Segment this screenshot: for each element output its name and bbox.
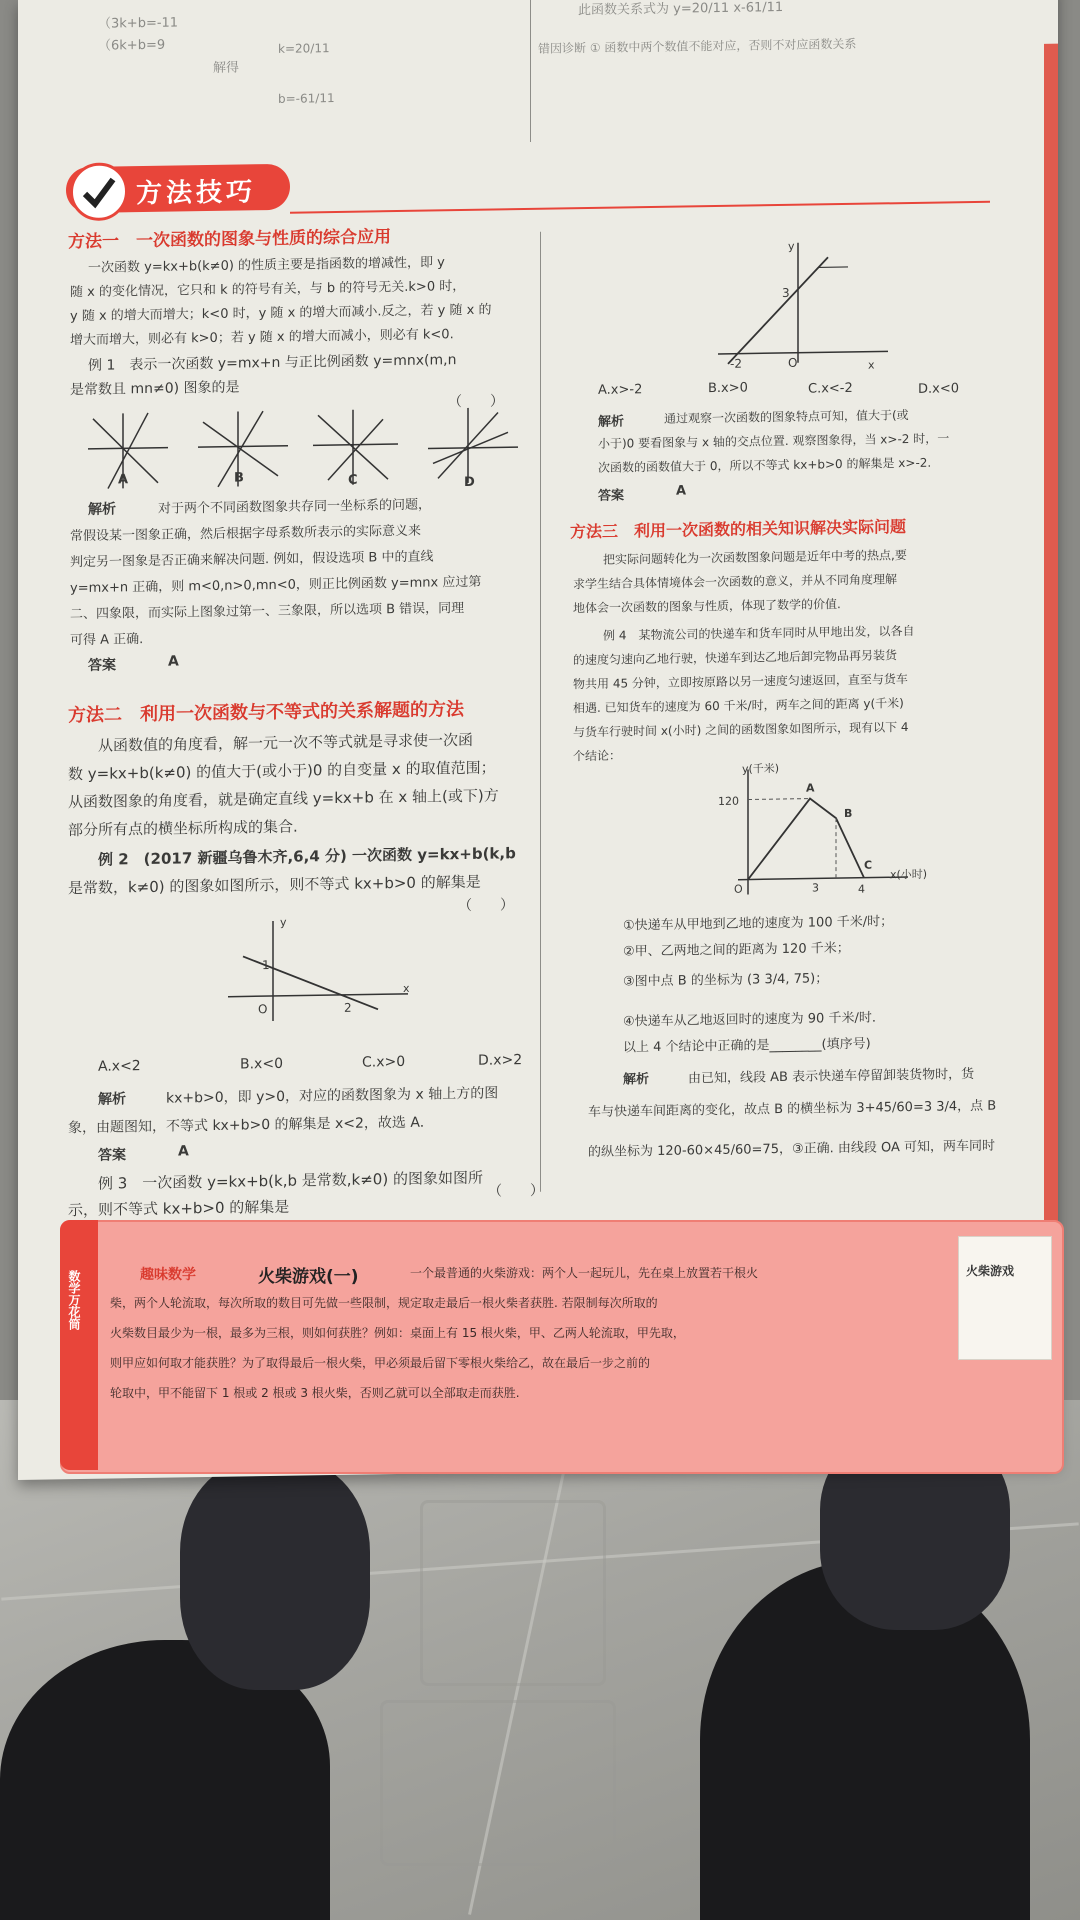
example4-line: 的速度匀速向乙地行驶，快递车到达乙地后卸完物品再另装货 bbox=[573, 648, 898, 668]
check-icon bbox=[70, 162, 128, 221]
example4-line: 例 4 某物流公司的快递车和货车同时从甲地出发，以各自 bbox=[603, 623, 915, 643]
example2-tick: O bbox=[258, 1002, 268, 1017]
example4-statement: ③图中点 B 的坐标为 (3 3/4, 75)； bbox=[623, 971, 829, 990]
method2-body-line: 数 y=kx+b(k≠0) 的值大于(或小于)0 的自变量 x 的取值范围； bbox=[68, 758, 496, 784]
fun-math-title: 火柴游戏(一) bbox=[258, 1267, 359, 1287]
floor-tile-pattern bbox=[420, 1500, 606, 1686]
method1-body-line: 随 x 的变化情况，它只和 k 的符号有关，与 b 的符号无关.k>0 时， bbox=[70, 278, 466, 301]
example3-tick: 3 bbox=[782, 285, 790, 300]
example3-answer: A bbox=[676, 483, 687, 499]
banner-label: 方法技巧 bbox=[136, 177, 257, 210]
example4-tick: A bbox=[806, 781, 815, 795]
example4-statement: ①快递车从甲地到乙地的速度为 100 千米/时； bbox=[623, 914, 894, 934]
example4-statement: ②甲、乙两地之间的距离为 120 千米； bbox=[623, 940, 850, 960]
example3-option: D.x<0 bbox=[918, 381, 959, 397]
example2-text: 例 2 (2017 新疆乌鲁木齐,6,4 分) 一次函数 y=kx+b(k,b bbox=[98, 844, 516, 869]
example4-line: 个结论： bbox=[573, 748, 622, 764]
method1-analysis-line: 对于两个不同函数图象共存同一坐标系的问题， bbox=[158, 497, 432, 517]
method1-analysis-line: 判定另一图象是否正确来解决问题. 例如，假设选项 B 中的直线 bbox=[70, 549, 434, 571]
example4-tick: y(千米) bbox=[742, 762, 780, 776]
fun-math-thumb-label: 火柴游戏 bbox=[966, 1264, 1015, 1278]
fun-math-side-label: 数学万花筒 bbox=[67, 1270, 81, 1330]
example4-line: 相遇. 已知货车的速度为 60 千米/时，两车之间的距离 y(千米) bbox=[573, 696, 904, 716]
graph-d bbox=[428, 407, 518, 483]
method1-analysis-line: 常假设某一图象正确，然后根据字母系数所表示的实际意义来 bbox=[70, 523, 422, 545]
method2-analysis-label: 解析 bbox=[98, 1091, 126, 1108]
example3-option: C.x<-2 bbox=[808, 380, 853, 397]
example3-tick: x bbox=[868, 358, 875, 372]
method2-analysis-line: 象，由题图知，不等式 kx+b>0 的解集是 x<2，故选 A. bbox=[68, 1114, 425, 1137]
fun-math-line: 轮取中，甲不能留下 1 根或 2 根或 3 根火柴，否则乙就可以全部取走而获胜. bbox=[110, 1386, 520, 1400]
example4-tick: C bbox=[864, 858, 873, 872]
example3-analysis-label: 解析 bbox=[598, 414, 625, 430]
example3-analysis-line: 通过观察一次函数的图象特点可知，值大于(或 bbox=[664, 408, 909, 426]
banner-rule bbox=[290, 201, 990, 214]
top-fragment-line: k=20/11 bbox=[278, 41, 330, 56]
example2-tick: x bbox=[403, 981, 410, 995]
example2-text: 是常数，k≠0) 的图象如图所示，则不等式 kx+b>0 的解集是 bbox=[68, 872, 481, 898]
method1-title: 方法一 一次函数的图象与性质的综合应用 bbox=[68, 227, 391, 253]
example1-paren: （ ） bbox=[448, 393, 504, 411]
top-divider bbox=[530, 0, 531, 142]
top-fragment-line: （3k+b=-11 bbox=[98, 15, 179, 32]
graph-label-a: A bbox=[118, 472, 129, 488]
example3-text: 示，则不等式 kx+b>0 的解集是 bbox=[68, 1197, 290, 1220]
example3-analysis-line: 小于)0 要看图象与 x 轴的交点位置. 观察图象得，当 x>-2 时，一 bbox=[598, 431, 950, 451]
graph-label-b: B bbox=[234, 470, 244, 486]
example4-tick: 3 bbox=[812, 881, 819, 895]
method2-body-line: 部分所有点的横坐标所构成的集合. bbox=[68, 817, 298, 840]
example3-tick: y bbox=[788, 239, 795, 253]
example3-tick: -2 bbox=[730, 356, 742, 371]
method3-body-line: 地体会一次函数的图象与性质，体现了数学的价值. bbox=[573, 597, 841, 616]
example4-analysis-label: 解析 bbox=[623, 1072, 650, 1088]
example4-tick: 4 bbox=[858, 882, 865, 896]
graph-label-d: D bbox=[464, 474, 475, 490]
example2-graph bbox=[218, 914, 418, 1027]
example3-graph bbox=[708, 236, 898, 369]
example4-analysis-line: 车与快递车间距离的变化，故点 B 的横坐标为 3+45/60=3 3/4，点 B bbox=[588, 1098, 997, 1121]
fun-math-line: 则甲应如何取才能获胜？为了取得最后一根火柴，甲必须最后留下零根火柴给乙，故在最后一步之前的 bbox=[110, 1356, 651, 1370]
method3-title: 方法三 利用一次函数的相关知识解决实际问题 bbox=[570, 517, 907, 542]
example4-tick: O bbox=[734, 882, 743, 896]
fun-math-box bbox=[60, 1220, 1064, 1474]
method1-analysis-line: 可得 A 正确. bbox=[70, 632, 144, 649]
method3-body-line: 求学生结合具体情境体会一次函数的意义，并从不同角度理解 bbox=[573, 572, 898, 592]
method1-body-line: 增大而增大，则必有 k>0；若 y 随 x 的增大而减小，则必有 k<0. bbox=[70, 327, 454, 349]
fun-math-tag: 趣味数学 bbox=[140, 1267, 196, 1283]
floor-tile-pattern bbox=[380, 1700, 616, 1866]
method1-body-line: y 随 x 的增大而增大；k<0 时，y 随 x 的增大而减小.反之，若 y 随 x 的 bbox=[70, 302, 492, 325]
fun-math-thumbnail bbox=[958, 1236, 1052, 1360]
example3-analysis-line: 次函数的函数值大于 0，所以不等式 kx+b>0 的解集是 x>-2. bbox=[598, 455, 932, 475]
top-fragment-line: 错因诊断 ① 函数中两个数值不能对应，否则不对应函数关系 bbox=[538, 36, 857, 56]
top-fragment-line: 解得 bbox=[213, 60, 240, 76]
method2-body-line: 从函数图象的角度看，就是确定直线 y=kx+b 在 x 轴上(或下)方 bbox=[68, 786, 499, 812]
example2-tick: 1 bbox=[262, 958, 270, 973]
top-fragment-line: b=-61/11 bbox=[278, 91, 335, 106]
example4-tick: 120 bbox=[718, 794, 739, 809]
method3-body-line: 把实际问题转化为一次函数图象问题是近年中考的热点,要 bbox=[603, 548, 907, 567]
example1-graphs bbox=[78, 402, 538, 509]
method2-answer-label: 答案 bbox=[98, 1147, 126, 1164]
example2-tick: y bbox=[280, 915, 287, 929]
example3-option: A.x>-2 bbox=[598, 382, 643, 398]
method1-answer-label: 答案 bbox=[88, 657, 116, 674]
example4-analysis-line: 的纵坐标为 120-60×45/60=75，③正确. 由线段 OA 可知，两车同时 bbox=[588, 1138, 996, 1161]
column-divider bbox=[540, 232, 541, 1192]
top-fragment-line: 此函数关系式为 y=20/11 x-61/11 bbox=[578, 0, 784, 19]
example4-line: 物共用 45 分钟，立即按原路以另一速度匀速返回，直至与货车 bbox=[573, 672, 908, 692]
example2-option: D.x>2 bbox=[478, 1052, 523, 1069]
left-sock bbox=[180, 1460, 370, 1690]
fun-math-side-strip bbox=[60, 1220, 98, 1470]
fun-math-line: 火柴数目最少为一根，最多为三根，则如何获胜？例如：桌面上有 15 根火柴，甲、乙两人轮流取，甲先取， bbox=[110, 1326, 685, 1340]
example4-line: 与货车行驶时间 x(小时) 之间的函数图象如图所示，现有以下 4 bbox=[573, 720, 909, 740]
example4-statement: ④快递车从乙地返回时的速度为 90 千米/时. bbox=[623, 1010, 876, 1030]
method2-analysis-line: kx+b>0，即 y>0，对应的函数图象为 x 轴上方的图 bbox=[166, 1085, 499, 1107]
example2-option: A.x<2 bbox=[98, 1058, 141, 1075]
graph-label-c: C bbox=[348, 472, 358, 488]
method1-analysis-line: y=mx+n 正确，则 m<0,n>0,mn<0，则正比例函数 y=mnx 应过第 bbox=[70, 574, 482, 597]
example2-option: B.x<0 bbox=[240, 1055, 283, 1073]
example1-text: 是常数且 mn≠0) 图象的是 bbox=[70, 379, 240, 399]
top-fragment-line: （6k+b=9 bbox=[98, 37, 166, 54]
example4-statement: 以上 4 个结论中正确的是________(填序号) bbox=[623, 1036, 871, 1056]
method2-answer: A bbox=[178, 1143, 189, 1160]
example4-tick: B bbox=[844, 806, 853, 821]
method1-body-line: 一次函数 y=kx+b(k≠0) 的性质主要是指函数的增减性，即 y bbox=[88, 255, 445, 276]
example2-option: C.x>0 bbox=[362, 1053, 406, 1071]
example1-text: 例 1 表示一次函数 y=mx+n 与正比例函数 y=mnx(m,n bbox=[88, 352, 457, 374]
example3-tick: O bbox=[788, 355, 798, 370]
method2-title: 方法二 利用一次函数与不等式的关系解题的方法 bbox=[68, 698, 464, 727]
fun-math-line: 柴，两个人轮流取，每次所取的数目可先做一些限制，规定取走最后一根火柴者获胜. 若限制每次所取的 bbox=[110, 1296, 658, 1310]
method1-answer: A bbox=[168, 653, 179, 670]
example3-paren: （ ） bbox=[488, 1182, 544, 1200]
example4-analysis-line: 由已知，线段 AB 表示快递车停留卸装货物时，货 bbox=[688, 1066, 975, 1087]
method2-body-line: 从函数值的角度看，解一元一次不等式就是寻求使一次函 bbox=[98, 730, 474, 755]
method1-analysis-label: 解析 bbox=[88, 501, 116, 518]
example3-answer-label: 答案 bbox=[598, 488, 625, 504]
example2-tick: 2 bbox=[344, 1000, 352, 1015]
example3-option: B.x>0 bbox=[708, 380, 748, 397]
example3-text: 例 3 一次函数 y=kx+b(k,b 是常数,k≠0) 的图象如图所 bbox=[98, 1168, 483, 1193]
method1-analysis-line: 二、四象限，而实际上图象过第一、三象限，所以选项 B 错误，同理 bbox=[70, 600, 465, 623]
example2-paren: （ ） bbox=[458, 897, 514, 915]
page-edge-stripe bbox=[1044, 44, 1058, 1364]
fun-math-line: 一个最普通的火柴游戏：两个人一起玩儿，先在桌上放置若干根火 bbox=[410, 1266, 759, 1280]
example4-tick: x(小时) bbox=[890, 867, 928, 882]
